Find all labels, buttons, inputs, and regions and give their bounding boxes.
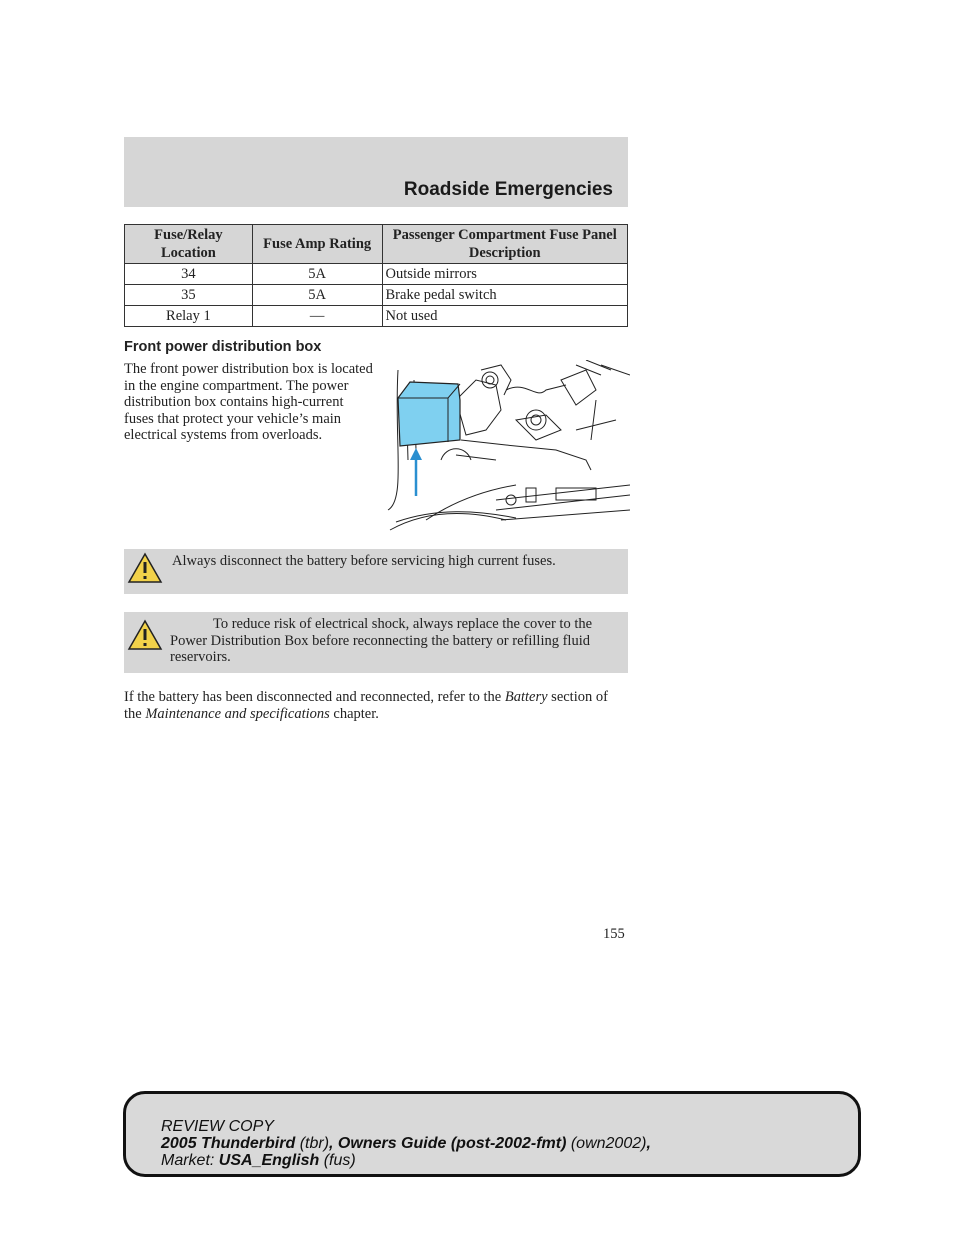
footer-market-code: (fus) — [319, 1152, 356, 1169]
footer-guide: Owners Guide (post-2002-fmt) — [337, 1135, 567, 1152]
page-number: 155 — [603, 926, 625, 942]
column-header-description: Passenger Compartment Fuse Panel Description — [382, 225, 627, 264]
table-row — [125, 285, 628, 306]
cell-location: Relay 1 — [125, 306, 253, 327]
warning-box-battery — [124, 549, 628, 594]
column-header-location: Fuse/Relay Location — [125, 225, 253, 264]
column-header-rating: Fuse Amp Rating — [252, 225, 382, 264]
cell-location: 35 — [125, 285, 253, 306]
footer-market-label: Market: — [161, 1152, 219, 1169]
warning-box-shock — [124, 612, 628, 673]
footer-market-line — [161, 1152, 651, 1169]
footer-guide-code: (own2002) — [566, 1135, 647, 1152]
intro-paragraph: The front power distribution box is located in the engine compartment. The power distribution box contains high-current fuses that protect your vehicle’s main electrical systems from overloads. — [124, 361, 373, 443]
cell-description: Not used — [382, 306, 627, 327]
cell-rating: 5A — [252, 264, 382, 285]
closing-text: If the battery has been disconnected and reconnected, refer to the — [124, 689, 505, 705]
table-row — [125, 306, 628, 327]
fuse-table — [124, 224, 628, 327]
section-title: Roadside Emergencies — [403, 179, 613, 200]
closing-paragraph — [124, 689, 628, 722]
footer-market: USA_English — [218, 1152, 320, 1169]
footer-separator: , — [329, 1135, 338, 1152]
table-row — [125, 264, 628, 285]
section-header-band — [124, 137, 628, 207]
warning-text: To reduce risk of electrical shock, always replace the cover to the Power Distribution Box before reconnecting the battery or refilling fluid reservoirs. — [170, 616, 593, 665]
warning-triangle-icon — [126, 618, 164, 652]
warning-text: Always disconnect the battery before servicing high current fuses. — [172, 553, 556, 569]
cell-description: Outside mirrors — [382, 264, 627, 285]
footer-separator: , — [646, 1135, 651, 1152]
warning-triangle-icon — [126, 551, 164, 585]
footer-model-code: (tbr) — [295, 1135, 330, 1152]
closing-text: section of the — [124, 689, 608, 722]
engine-compartment-illustration — [386, 360, 630, 532]
subsection-heading: Front power distribution box — [124, 339, 322, 355]
footer-text — [161, 1118, 651, 1169]
battery-reference: Battery — [504, 689, 548, 705]
cell-description: Brake pedal switch — [382, 285, 627, 306]
table-header-row — [125, 225, 628, 264]
footer-guide-line — [161, 1135, 651, 1152]
maintenance-reference: Maintenance and specifications — [145, 705, 330, 722]
closing-text: chapter. — [329, 705, 379, 722]
review-copy-label: REVIEW COPY — [161, 1118, 274, 1135]
cell-rating: 5A — [252, 285, 382, 306]
cell-rating: — — [252, 306, 382, 327]
footer-model: 2005 Thunderbird — [161, 1135, 296, 1152]
cell-location: 34 — [125, 264, 253, 285]
